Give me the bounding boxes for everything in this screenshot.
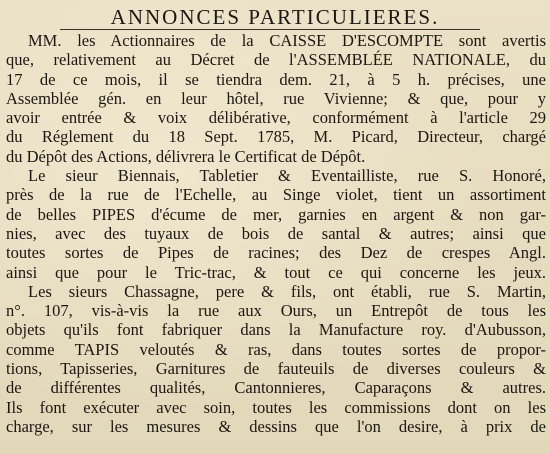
text-line: près de la rue de l'Echelle, au Singe violet, tient un assortiment <box>6 185 546 205</box>
text-line: Le sieur Biennais, Tabletier & Eventailliste, rue S. Honoré, <box>28 166 546 186</box>
text-line: de différentes qualités, Cantonnieres, Caparaçons & autres. <box>6 378 546 398</box>
text-line: Les sieurs Chassagne, pere & fils, ont établi, rue S. Martin, <box>28 281 546 301</box>
text-line: toutes sortes de Pipes de racines; des Dez de crespes Angl. <box>6 243 546 263</box>
text-line: du Réglement du 18 Sept. 1785, M. Picard, Directeur, chargé <box>6 127 546 147</box>
text-line: n°. 107, vis-à-vis la rue aux Ours, un Entrepôt de tous les <box>6 301 546 321</box>
text-line: tions, Tapisseries, Garnitures de fauteuils de diverses couleurs & <box>6 359 546 379</box>
text-line: objets qu'ils font fabriquer dans la Manufacture roy. d'Aubusson, <box>6 320 546 340</box>
text-line: avoir entrée & voix délibérative, conformément à l'article 29 <box>6 108 546 128</box>
text-line: ainsi que pour le Tric-trac, & tout ce qui concerne les jeux. <box>6 262 546 282</box>
text-line: MM. les Actionnaires de la CAISSE D'ESCOMPTE sont avertis <box>28 31 546 50</box>
text-line: nies, avec des tuyaux de bois de santal & autres; ainsi que <box>6 223 546 243</box>
text-line: comme TAPIS veloutés & ras, dans toutes sortes de propor- <box>6 339 546 359</box>
text-line: 17 de ce mois, il se tiendra dem. 21, à 5 h. précises, une <box>6 69 546 89</box>
section-heading: ANNONCES PARTICULIERES. <box>110 5 440 29</box>
text-line: de belles PIPES d'écume de mer, garnies en argent & non gar- <box>6 204 546 224</box>
announcement-text <box>6 31 546 436</box>
text-line: du Dépôt des Actions, délivrera le Certificat de Dépôt. <box>6 146 366 166</box>
text-line: Ils font exécuter avec soin, toutes les commissions dont on les <box>6 397 546 417</box>
text-line: Assemblée gén. en leur hôtel, rue Vivienne; & que, pour y <box>6 88 546 108</box>
text-line: charge, sur les mesures & dessins que l'on desire, à prix de <box>6 416 546 436</box>
heading-divider <box>60 29 480 30</box>
text-line: que, relativement au Décret de l'ASSEMBLÉE NATIONALE, du <box>6 50 546 70</box>
